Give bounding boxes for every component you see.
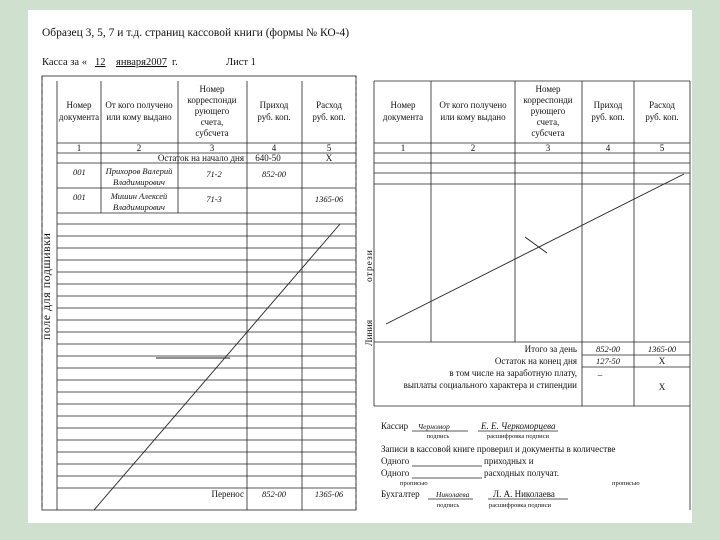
r-col-expense-header-2: руб. коп.	[645, 112, 679, 122]
col-num-4: 4	[271, 143, 277, 153]
salary-label: в том числе на заработную плату,	[449, 368, 577, 378]
cashier-label: Кассир	[381, 421, 409, 431]
closing-income: 127-50	[595, 356, 621, 366]
cashier-signature: Черномор	[418, 422, 450, 431]
r-col-account-header-4: счета,	[536, 117, 560, 127]
r-col-doc-no-header: Номер	[390, 100, 416, 110]
cashier-name: Е. Е. Черкоморцева	[481, 421, 556, 431]
row-2-expense: 1365-06	[314, 194, 344, 204]
row-2-doc: 001	[73, 192, 86, 202]
row-2-account: 71-3	[206, 194, 222, 204]
carry-income: 852-00	[261, 489, 287, 499]
salary-income: –	[597, 370, 603, 380]
line2-text: расходных получат.	[484, 468, 559, 478]
kassa-month: января	[116, 57, 147, 68]
col-num-3: 3	[209, 143, 215, 153]
total-day-income: 852-00	[595, 344, 621, 354]
cut-line-label: Линия	[365, 319, 375, 346]
col-num-5: 5	[326, 143, 332, 153]
r-col-num-5: 5	[659, 143, 665, 153]
col-income-header-2: руб. коп.	[257, 112, 291, 122]
left-page-grid	[42, 76, 356, 510]
r-col-num-1: 1	[400, 143, 406, 153]
col-account-header-2: корреспонди	[187, 95, 237, 105]
carry-expense: 1365-06	[314, 489, 344, 499]
r-col-num-4: 4	[605, 143, 611, 153]
col-from-to-header-2: или кому выдано	[106, 112, 172, 122]
opening-income: 640-50	[255, 153, 281, 163]
col-from-to-header: От кого получено	[105, 100, 173, 110]
col-account-header: Номер	[199, 84, 225, 94]
row-2-name: Мишин Алексей	[110, 191, 168, 201]
total-day-expense: 1365-00	[647, 344, 677, 354]
col-account-header-3: рующего	[194, 106, 230, 116]
r-col-account-header-3: рующего	[530, 106, 566, 116]
cash-book-drawing	[28, 10, 692, 523]
row-1-name-2: Владимирович	[113, 177, 165, 187]
accountant-signature: Николаева	[436, 490, 470, 499]
r-col-num-3: 3	[545, 143, 551, 153]
binding-margin-label: поле для подшивки	[39, 232, 53, 340]
col-doc-no-header: Номер	[66, 100, 92, 110]
carry-label: Перенос	[211, 489, 244, 499]
accountant-name: Л. А. Николаева	[493, 489, 555, 499]
col-num-2: 2	[136, 143, 142, 153]
line1-label: Одного	[381, 456, 410, 466]
kassa-day: 12	[95, 57, 106, 68]
col-income-header: Приход	[259, 100, 289, 110]
total-day-label: Итого за день	[524, 344, 577, 354]
r-col-income-header-2: руб. коп.	[591, 112, 625, 122]
kassa-sheet: Лист 1	[226, 57, 256, 68]
row-1-doc: 001	[73, 167, 86, 177]
kassa-year: 2007	[146, 57, 167, 68]
closing-label: Остаток на конец дня	[494, 356, 577, 366]
propis-caption-2: прописью	[612, 480, 640, 487]
col-account-header-5: субсчета	[195, 128, 229, 138]
r-col-expense-header: Расход	[649, 100, 675, 110]
r-col-num-2: 2	[470, 143, 476, 153]
accountant-label: Бухгалтер	[381, 489, 420, 499]
r-col-from-to-header: От кого получено	[439, 100, 507, 110]
closing-expense: X	[658, 356, 666, 366]
r-col-from-to-header-2: или кому выдано	[440, 112, 506, 122]
r-col-account-header-2: корреспонди	[523, 95, 573, 105]
kassa-prefix: Касса за «	[42, 57, 87, 68]
kassa-suffix: г.	[172, 57, 178, 68]
cashier-sign-caption: подпись	[426, 433, 450, 440]
accountant-name-caption: расшифровка подписи	[488, 502, 552, 509]
r-col-doc-no-header-2: документа	[382, 112, 424, 122]
opening-expense: X	[325, 153, 333, 163]
cut-line-label-2: отрези	[365, 249, 375, 282]
col-expense-header: Расход	[316, 100, 342, 110]
col-doc-no-header-2: документа	[58, 112, 100, 122]
accountant-sign-caption: подпись	[436, 502, 460, 509]
social-label: выплаты социального характера и стипендии	[403, 380, 577, 390]
row-1-income: 852-00	[261, 169, 287, 179]
opening-label: Остаток на начало дня	[157, 153, 244, 163]
col-num-1: 1	[76, 143, 82, 153]
line2-label: Одного	[381, 468, 410, 478]
check-text: Записи в кассовой книге проверил и документы в количестве	[381, 444, 616, 454]
line1-text: приходных и	[484, 456, 534, 466]
left-cancel-line	[94, 224, 340, 510]
r-col-account-header-5: субсчета	[531, 128, 565, 138]
cashier-name-caption: расшифровка подписи	[486, 433, 550, 440]
row-2-name-2: Владимирович	[113, 202, 165, 212]
cash-book-sheet	[28, 10, 692, 523]
social-expense: X	[658, 382, 666, 392]
col-expense-header-2: руб. коп.	[312, 112, 346, 122]
col-account-header-4: счета,	[200, 117, 224, 127]
propis-caption-1: прописью	[400, 480, 428, 487]
row-1-account: 71-2	[206, 169, 222, 179]
r-col-account-header: Номер	[535, 84, 561, 94]
page-title: Образец 3, 5, 7 и т.д. страниц кассовой книги (формы № КО-4)	[42, 27, 350, 39]
row-1-name: Прихоров Валерий	[105, 166, 173, 176]
r-col-income-header: Приход	[593, 100, 623, 110]
